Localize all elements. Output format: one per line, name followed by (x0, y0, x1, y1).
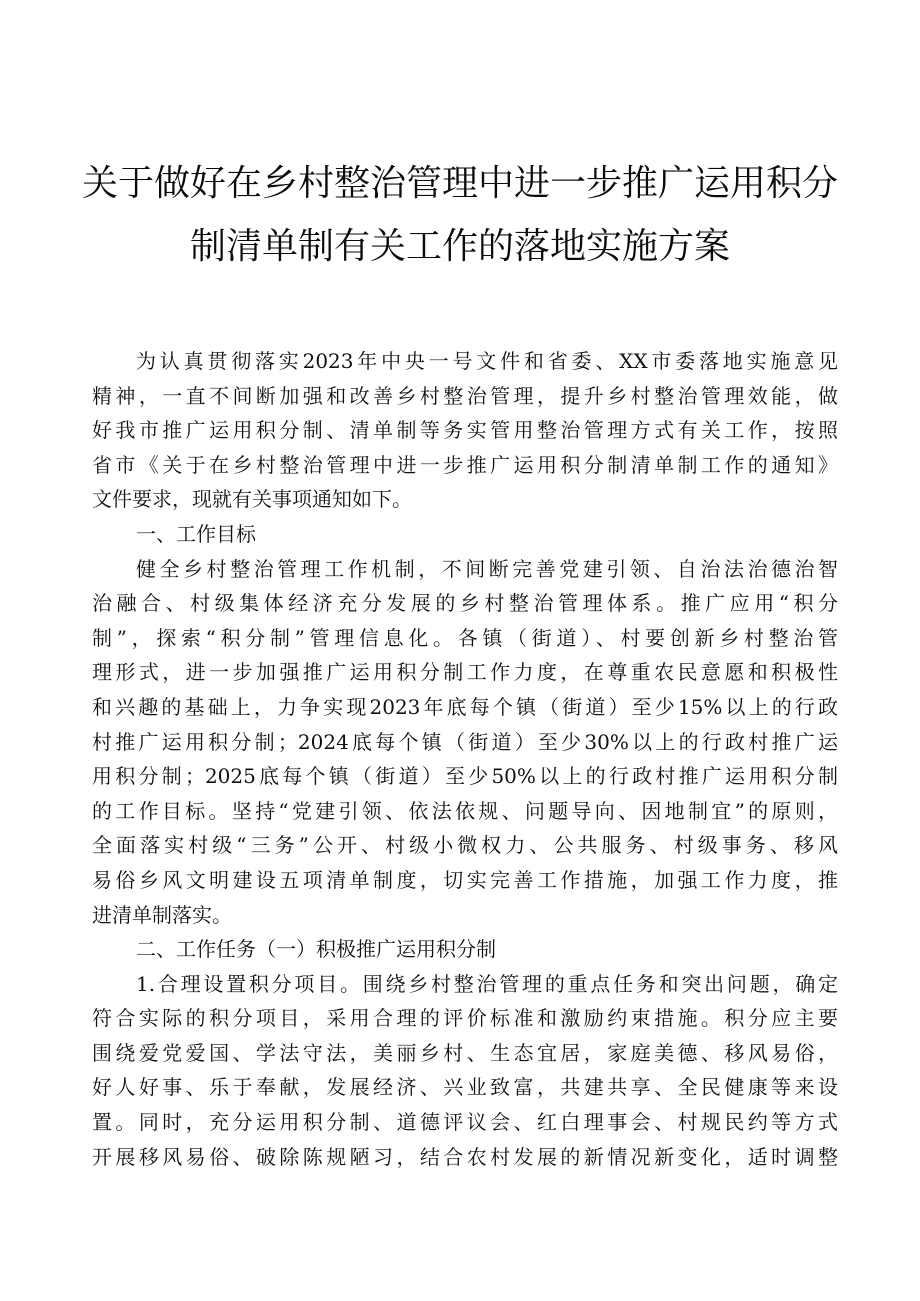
section-heading-goals (92, 517, 838, 552)
paragraph-line: 好人好事、乐于奉献，发展经济、兴业致富，共建共享、全民健康等来设 (92, 1075, 838, 1100)
paragraph-line: 为认真贯彻落实2023年中央一号文件和省委、XX市委落地实施意见 (136, 349, 838, 373)
paragraph-line: 1.合理设置积分项目。围绕乡村整治管理的重点任务和突出问题，确定 (136, 971, 838, 996)
paragraph-line: 开展移风易俗、破除陈规陋习，结合农村发展的新情况新变化，适时调整 (92, 1144, 838, 1169)
paragraph-line: 好我市推广运用积分制、清单制等务实管用整治管理方式有关工作，按照 (92, 418, 838, 443)
paragraph-line: 用积分制；2025底每个镇（街道）至少50%以上的行政村推广运用积分制 (92, 764, 838, 789)
paragraph-line: 全面落实村级“三务”公开、村级小微权力、公共服务、村级事务、移风 (92, 833, 838, 858)
section-heading-text: 一、工作目标 (136, 521, 256, 546)
document-title-line-1: 关于做好在乡村整治管理中进一步推广运用积分 (81, 163, 838, 204)
paragraph-line: 健全乡村整治管理工作机制，不间断完善党建引领、自治法治德治智 (136, 556, 838, 581)
paragraph-line: 易俗乡风文明建设五项清单制度，切实完善工作措施，加强工作力度，推 (92, 867, 838, 892)
paragraph-line: 治融合、村级集体经济充分发展的乡村整治管理体系。推广应用“积分 (92, 591, 838, 616)
paragraph-line: 进清单制落实。 (92, 902, 232, 927)
section-heading-tasks (92, 932, 838, 967)
subsection-heading-text: （一）积极推广运用积分制 (256, 937, 496, 962)
paragraph-line: 符合实际的积分项目，采用合理的评价标准和激励约束措施。积分应主要 (92, 1006, 838, 1031)
section-heading-text: 二、工作任务 (136, 937, 256, 962)
paragraph-line: 精神，一直不间断加强和改善乡村整治管理，提升乡村整治管理效能，做 (92, 383, 838, 408)
paragraph-line: 和兴趣的基础上，力争实现2023年底每个镇（街道）至少15%以上的行政 (92, 694, 838, 719)
paragraph-line: 的工作目标。坚持“党建引领、依法依规、问题导向、因地制宜”的原则， (92, 798, 838, 823)
paragraph-line: 理形式，进一步加强推广运用积分制工作力度，在尊重农民意愿和积极性 (92, 660, 838, 685)
paragraph-line: 制”，探索“积分制”管理信息化。各镇（街道）、村要创新乡村整治管 (92, 625, 838, 650)
paragraph-line: 村推广运用积分制；2024底每个镇（街道）至少30%以上的行政村推广运 (92, 729, 838, 754)
paragraph-line: 置。同时，充分运用积分制、道德评议会、红白理事会、村规民约等方式 (92, 1110, 838, 1135)
document-body (92, 344, 838, 1174)
paragraph-line: 文件要求，现就有关事项通知如下。 (92, 487, 412, 512)
paragraph-line: 围绕爱党爱国、学法守法，美丽乡村、生态宜居，家庭美德、移风易俗， (92, 1040, 838, 1065)
document-title-line-2: 制清单制有关工作的落地实施方案 (189, 226, 730, 267)
paragraph-line: 省市《关于在乡村整治管理中进一步推广运用积分制清单制工作的通知》 (92, 452, 838, 477)
